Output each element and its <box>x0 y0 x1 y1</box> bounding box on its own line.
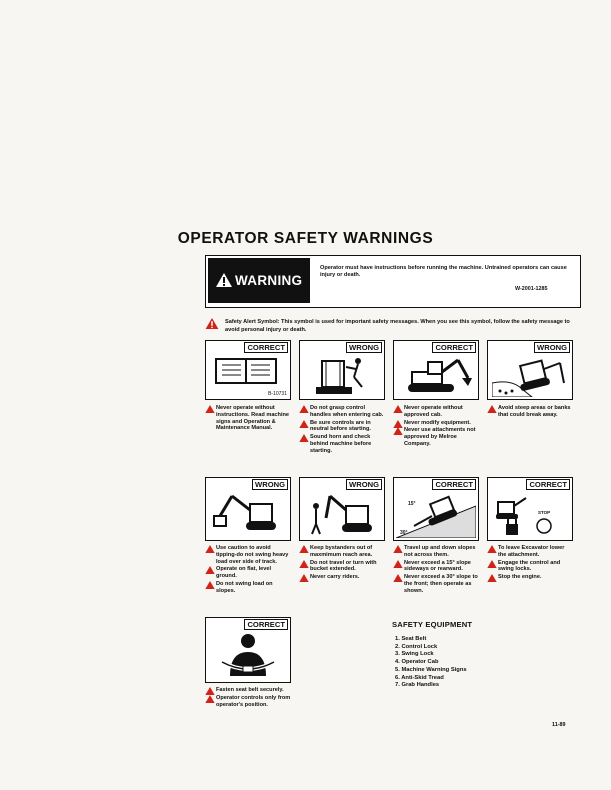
panel-2 <box>299 340 385 400</box>
alert-triangle-icon <box>205 687 215 695</box>
panel-2-caption <box>299 405 384 456</box>
panel-label: WRONG <box>346 479 382 490</box>
alert-triangle-icon <box>393 427 403 435</box>
alert-triangle-icon <box>393 574 403 582</box>
caption-item: Avoid steep areas or banks that could break away. <box>487 405 572 419</box>
list-item: 1. Seat Belt <box>395 636 427 642</box>
seat-belt-operator-icon <box>216 632 280 680</box>
slope-angle-b: 30° <box>400 530 408 536</box>
caption-item: Do not swing load on slopes. <box>205 581 290 595</box>
caption-item: Keep bystanders out of maxmimum reach area. <box>299 545 384 559</box>
warning-triangle-icon <box>216 273 232 287</box>
safety-equipment-title: SAFETY EQUIPMENT <box>392 620 473 629</box>
caption-item: Travel up and down slopes not across them. <box>393 545 478 559</box>
panel-7-caption <box>393 545 478 596</box>
panel-label: WRONG <box>346 342 382 353</box>
alert-triangle-icon <box>487 545 497 553</box>
caption-item: Never exceed a 30° slope to the front; then operate as shown. <box>393 574 478 594</box>
caption-item: Stop the engine. <box>487 574 572 581</box>
panel-label: CORRECT <box>526 479 570 490</box>
warning-text: Operator must have instructions before running the machine. Untrained operators can cause injury or death. <box>320 265 567 279</box>
alert-triangle-icon <box>299 574 309 582</box>
safety-alert-text: Safety Alert Symbol: This symbol is used for important safety messages. When you see this symbol, follow the safety message to avoid personal injury or death. <box>225 319 570 333</box>
alert-triangle-icon <box>393 420 403 428</box>
caption-item: Never operate without approved cab. <box>393 405 478 419</box>
panel-8-caption <box>487 545 572 582</box>
panel-6 <box>299 477 385 541</box>
alert-triangle-icon <box>487 405 497 413</box>
alert-triangle-icon <box>205 318 219 329</box>
alert-triangle-icon <box>299 560 309 568</box>
manual-book-icon <box>212 357 282 387</box>
panel-label: CORRECT <box>244 619 288 630</box>
list-item: 6. Anti-Skid Tread <box>395 674 444 681</box>
page-title: OPERATOR SAFETY WARNINGS <box>177 230 434 247</box>
panel-label: WRONG <box>534 342 570 353</box>
caption-item: To leave Excavator lower the attachment. <box>487 545 572 559</box>
warning-label-block <box>208 258 310 303</box>
panel-label: CORRECT <box>432 479 476 490</box>
alert-triangle-icon <box>299 545 309 553</box>
panel-1-caption <box>205 405 290 433</box>
caption-item: Sound horn and check behind machine before starting. <box>299 434 384 454</box>
alert-triangle-icon <box>205 566 215 574</box>
steep-bank-icon <box>492 353 568 397</box>
alert-triangle-icon <box>393 545 403 553</box>
bystander-excavator-icon <box>304 492 380 538</box>
panel-9 <box>205 617 291 683</box>
list-item: 2. Control Lock <box>395 643 438 650</box>
lock-stop-icon <box>492 490 568 538</box>
panel-7 <box>393 477 479 541</box>
slope-angle-a: 15° <box>408 501 416 507</box>
alert-triangle-icon <box>205 695 215 703</box>
caption-item: Never operate without instructions. Read machine signs and Operation & Maintenance Manual. <box>205 405 290 432</box>
alert-triangle-icon <box>393 405 403 413</box>
machine-entering-cab-icon <box>306 353 376 397</box>
stop-text: STOP <box>538 510 551 515</box>
caption-item: Engage the control and swing locks. <box>487 560 572 574</box>
panel-9-caption <box>205 687 295 709</box>
image-code: B-10731 <box>268 391 287 397</box>
panel-4 <box>487 340 573 400</box>
list-item: 7. Grab Handles <box>395 682 440 689</box>
caption-item: Fasten seat belt securely. <box>205 687 295 694</box>
caption-item: Never use attachments not approved by Melroe Company. <box>393 427 478 447</box>
alert-triangle-icon <box>205 581 215 589</box>
warning-label: WARNING <box>235 273 303 288</box>
alert-triangle-icon <box>299 420 309 428</box>
alert-triangle-icon <box>487 574 497 582</box>
excavator-cab-icon <box>398 354 474 396</box>
panel-label: CORRECT <box>244 342 288 353</box>
panel-label: WRONG <box>252 479 288 490</box>
caption-item: Be sure controls are in neutral before starting. <box>299 420 384 434</box>
panel-8 <box>487 477 573 541</box>
caption-item: Never carry riders. <box>299 574 384 581</box>
panel-5-caption <box>205 545 290 596</box>
warning-code: W-2001-1285 <box>515 286 548 292</box>
alert-triangle-icon <box>205 405 215 413</box>
caption-item: Never modify equipment. <box>393 420 478 427</box>
list-item: 3. Swing Lock <box>395 651 434 658</box>
caption-item: Use caution to avoid tipping-do not swing heavy load over side of track. <box>205 545 290 565</box>
list-item: 5. Machine Warning Signs <box>395 666 467 673</box>
panel-3 <box>393 340 479 400</box>
alert-triangle-icon <box>205 545 215 553</box>
alert-triangle-icon <box>299 434 309 442</box>
alert-triangle-icon <box>299 405 309 413</box>
caption-item: Do not travel or turn with bucket extended. <box>299 560 384 574</box>
panel-label: CORRECT <box>432 342 476 353</box>
panel-5 <box>205 477 291 541</box>
alert-triangle-icon <box>393 560 403 568</box>
caption-item: Do not grasp control handles when entering cab. <box>299 405 384 419</box>
alert-triangle-icon <box>487 560 497 568</box>
slope-excavator-icon <box>396 488 476 538</box>
caption-item: Never exceed a 15° slope sideways or rearward. <box>393 560 478 574</box>
list-item: 4. Operator Cab <box>395 659 439 666</box>
page-number: 11-89 <box>552 722 566 728</box>
safety-equipment-list <box>395 636 467 690</box>
tipping-excavator-icon <box>210 492 286 538</box>
caption-item: Operate on flat, level ground. <box>205 566 290 580</box>
panel-4-caption <box>487 405 572 420</box>
panel-6-caption <box>299 545 384 582</box>
caption-item: Operator controls only from operator's position. <box>205 695 295 709</box>
panel-1 <box>205 340 291 400</box>
panel-3-caption <box>393 405 478 449</box>
